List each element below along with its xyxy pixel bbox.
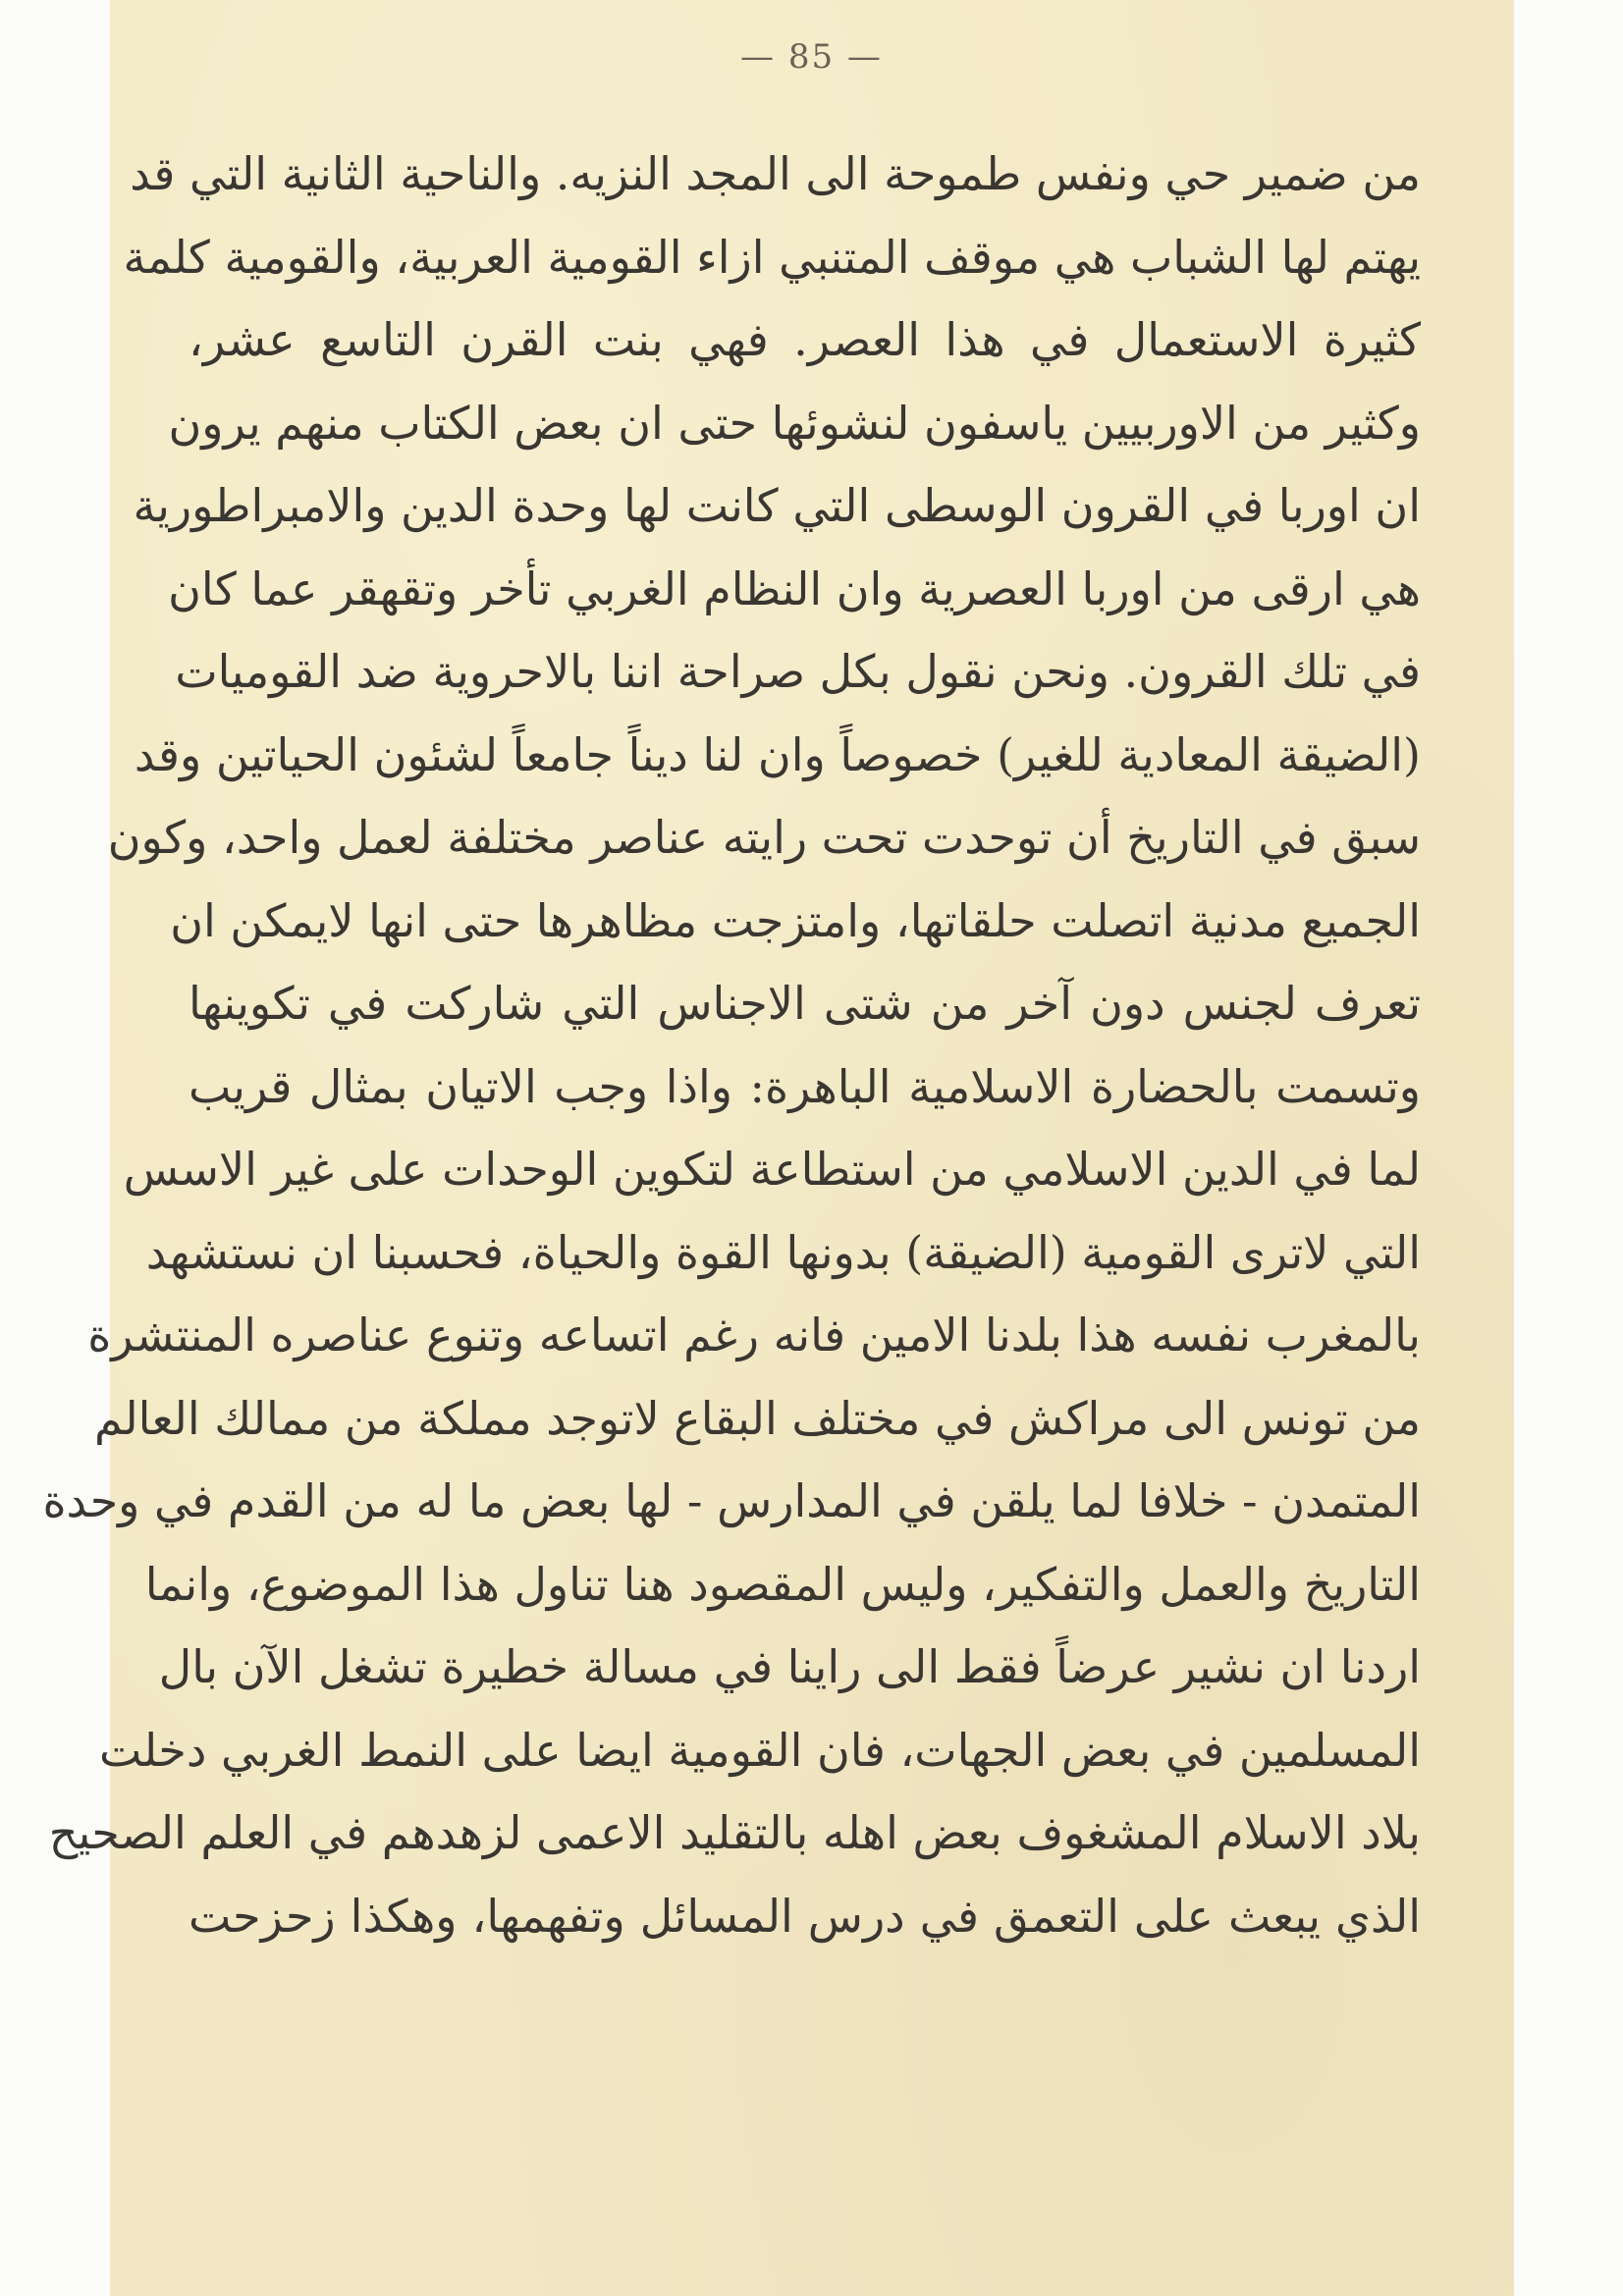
arabic-body-text: [42, 133, 1421, 2263]
text-line: ان اوربا في القرون الوسطى التي كانت لها وحدة الدين والامبراطورية: [133, 479, 1421, 532]
text-line: المتمدن - خلافا لما يلقن في المدارس - لها بعض ما له من القدم في وحدة: [42, 1474, 1421, 1527]
text-line: من تونس الى مراكش في مختلف البقاع لاتوجد مملكة من ممالك العالم: [93, 1391, 1421, 1445]
text-line: المسلمين في بعض الجهات، فان القومية ايضا على النمط الغربي دخلت: [99, 1723, 1421, 1777]
text-line: هي ارقى من اوربا العصرية وان النظام الغربي تأخر وتقهقر عما كان: [168, 561, 1421, 615]
text-line: الجميع مدنية اتصلت حلقاتها، وامتزجت مظاهرها حتى انها لايمكن ان: [170, 893, 1421, 947]
text-line: لما في الدين الاسلامي من استطاعة لتكوين الوحدات على غير الاسس: [123, 1143, 1421, 1196]
text-line: بلاد الاسلام المشغوف بعض اهله بالتقليد الاعمى لزهدهم في العلم الصحيح: [48, 1806, 1421, 1859]
text-line: اردنا ان نشير عرضاً فقط الى راينا في مسالة خطيرة تشغل الآن بال: [158, 1640, 1421, 1693]
text-line: في تلك القرون. ونحن نقول بكل صراحة اننا بالاحروية ضد القوميات: [175, 645, 1421, 698]
text-line: التاريخ والعمل والتفكير، وليس المقصود هنا تناول هذا الموضوع، وانما: [144, 1557, 1421, 1611]
text-line: التي لاترى القومية (الضيقة) بدونها القوة والحياة، فحسبنا ان نستشهد: [145, 1225, 1421, 1279]
text-line: وكثير من الاوربيين ياسفون لنشوئها حتى ان بعض الكتاب منهم يرون: [168, 396, 1421, 450]
text-line: بالمغرب نفسه هذا بلدنا الامين فانه رغم اتساعه وتنوع عناصره المنتشرة: [87, 1308, 1421, 1362]
text-line: سبق في التاريخ أن توحدت تحت رايته عناصر مختلفة لعمل واحد، وكون: [107, 811, 1421, 864]
text-line: (الضيقة المعادية للغير) خصوصاً وان لنا ديناً جامعاً لشئون الحياتين وقد: [134, 727, 1421, 781]
text-line: كثيرة الاستعمال في هذا العصر. فهي بنت القرن التاسع عشر،: [189, 313, 1421, 366]
text-line: من ضمير حي ونفس طموحة الى المجد النزيه. والناحية الثانية التي قد: [130, 147, 1421, 200]
page-number: — 85 —: [740, 37, 883, 77]
text-line: تعرف لجنس دون آخر من شتى الاجناس التي شاركت في تكوينها: [189, 977, 1421, 1030]
text-line: الذي يبعث على التعمق في درس المسائل وتفهمها، وهكذا زحزحت: [189, 1889, 1421, 1943]
text-line: وتسمت بالحضارة الاسلامية الباهرة: واذا وجب الاتيان بمثال قريب: [189, 1059, 1421, 1113]
text-line: يهتم لها الشباب هي موقف المتنبي ازاء القومية العربية، والقومية كلمة: [123, 230, 1421, 284]
